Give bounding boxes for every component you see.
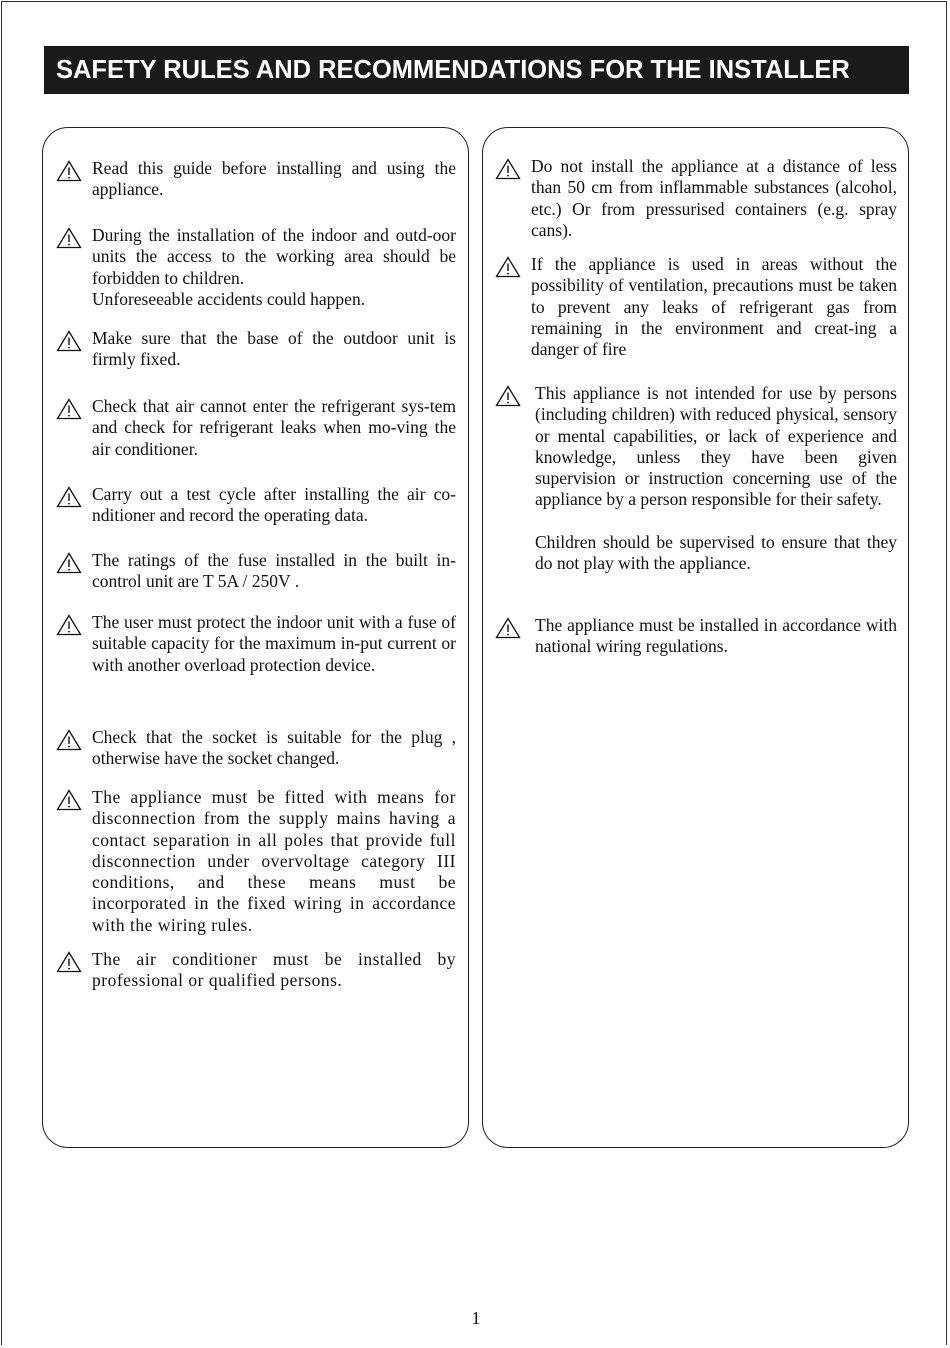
safety-item-text: Make sure that the base of the outdoor unit is firmly fixed. [92, 328, 456, 370]
safety-item-text: Do not install the appliance at a distance of less than 50 cm from inflammable substances (alcohol, etc.) Or from pressurised containers (e.g. spray cans). [531, 156, 897, 240]
safety-item [56, 484, 456, 527]
warning-triangle-icon [56, 729, 82, 751]
warning-triangle-icon [56, 486, 82, 508]
right-safety-panel [482, 127, 909, 1148]
warning-triangle-icon [56, 227, 82, 249]
safety-item [56, 550, 456, 593]
safety-item-text: Check that air cannot enter the refrigerant sys-tem and check for refrigerant leaks when mo-ving the air conditioner. [92, 396, 456, 459]
warning-triangle-icon [56, 398, 82, 420]
safety-item-text: Carry out a test cycle after installing the air co-nditioner and record the operating data. [92, 484, 456, 526]
warning-triangle-icon [495, 256, 521, 278]
safety-item-text: The appliance must be fitted with means for disconnection from the supply mains having a contact separation in all poles that provide full disconnection under overvoltage category III conditions, and these means must be incorporated in the fixed wiring in accordance with the wiring rules. [92, 787, 456, 935]
page-title: SAFETY RULES AND RECOMMENDATIONS FOR THE INSTALLER [44, 46, 909, 94]
warning-triangle-icon [495, 158, 521, 180]
safety-item [495, 156, 897, 241]
safety-item-text: Check that the socket is suitable for the plug , otherwise have the socket changed. [92, 727, 456, 769]
warning-triangle-icon [56, 789, 82, 811]
safety-item [56, 949, 456, 992]
safety-item [56, 328, 456, 371]
safety-item-text: The air conditioner must be installed by professional or qualified persons. [92, 949, 456, 991]
safety-item [56, 787, 456, 936]
safety-item [495, 615, 897, 658]
safety-item [56, 727, 456, 770]
safety-item-text: If the appliance is used in areas without the possibility of ventilation, precautions must be taken to prevent any leaks of refrigerant gas from remaining in the environment and creat-ing a danger of fire [531, 254, 897, 360]
safety-item [56, 225, 456, 310]
safety-item-text: During the installation of the indoor and outd-oor units the access to the working area should be forbidden to children. Unforeseeable accidents could happen. [92, 225, 456, 309]
safety-item-text: This appliance is not intended for use by persons (including children) with reduced physical, sensory or mental capabilities, or lack of experience and knowledge, unless they have been given supervision or instruction concerning use of the appliance by a person responsible for their safety. Children should be supervised to ensure that they do not play with the appliance. [535, 383, 897, 574]
page-number: 1 [471, 1308, 481, 1328]
safety-item [495, 254, 897, 360]
warning-triangle-icon [56, 160, 82, 182]
safety-item-text: The ratings of the fuse installed in the built in-control unit are T 5A / 250V . [92, 550, 456, 592]
warning-triangle-icon [56, 330, 82, 352]
safety-item [56, 158, 456, 201]
safety-item-text: The appliance must be installed in accordance with national wiring regulations. [535, 615, 897, 657]
safety-item [56, 612, 456, 676]
warning-triangle-icon [56, 951, 82, 973]
safety-item-text: Read this guide before installing and using the appliance. [92, 158, 456, 200]
safety-item [56, 396, 456, 460]
left-safety-panel [42, 127, 469, 1148]
warning-triangle-icon [495, 617, 521, 639]
warning-triangle-icon [56, 552, 82, 574]
warning-triangle-icon [495, 385, 521, 407]
safety-item-text: The user must protect the indoor unit with a fuse of suitable capacity for the maximum in-put current or with another overload protection device. [92, 612, 456, 675]
warning-triangle-icon [56, 614, 82, 636]
safety-item [495, 383, 897, 575]
